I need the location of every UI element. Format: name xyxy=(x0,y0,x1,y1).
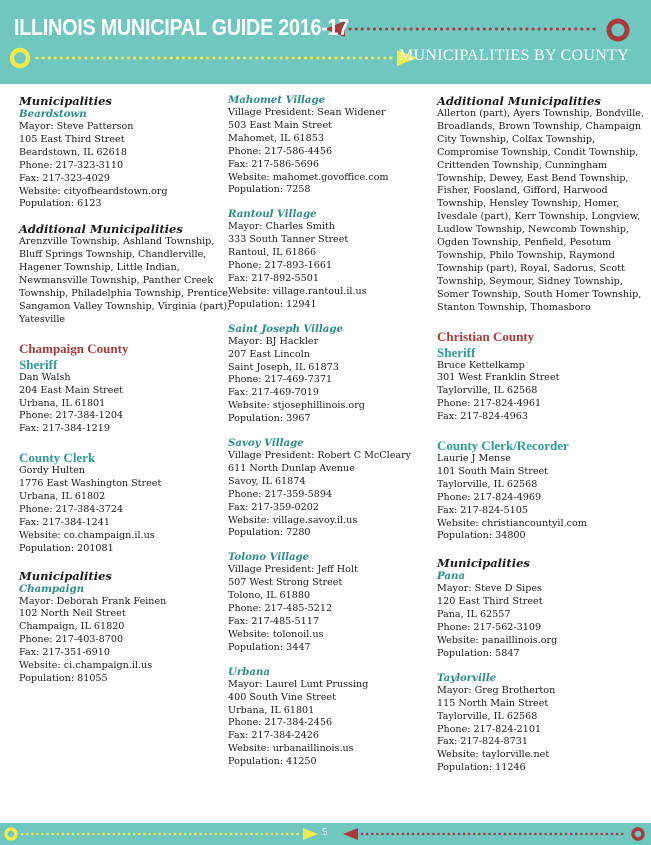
entry-line: Township (part), Royal, Sadorus, Scott xyxy=(437,262,625,274)
place-name: Saint Joseph Village xyxy=(228,322,343,335)
entry-line: Fax: 217-384-1219 xyxy=(19,423,110,435)
entry-line: Crittenden Township, Cunningham xyxy=(437,159,608,171)
entry-line: Urbana, IL 61801 xyxy=(19,397,106,409)
yellow-ring-icon xyxy=(6,829,16,839)
place-name: Beardstown xyxy=(19,108,87,120)
office-heading: Sheriff xyxy=(437,344,476,360)
entry-line: Mayor: Steve Patterson xyxy=(19,121,134,132)
entry-line: Rantoul, IL 61866 xyxy=(228,247,317,259)
entry-line: Mayor: Charles Smith xyxy=(228,221,335,233)
entry-line: Bluff Springs Township, Chandlerville, xyxy=(19,249,207,261)
sheriff-entry xyxy=(19,341,219,437)
pana-entry xyxy=(437,556,642,660)
place-name: Champaign xyxy=(19,582,85,595)
entry-line: Mayor: Laurel Lunt Prussing xyxy=(228,678,369,690)
entry-line: 120 East Third Street xyxy=(437,596,543,608)
place-name: Urbana xyxy=(228,665,270,678)
entry-line: Bruce Kettelkamp xyxy=(437,359,525,371)
rantoul-entry xyxy=(228,208,428,311)
entry-line: Mayor: BJ Hackler xyxy=(228,335,319,347)
entry-line: Hagener Township, Little Indian, xyxy=(19,262,180,274)
entry-line: 207 East Lincoln xyxy=(228,348,310,360)
entry-line: Phone: 217-469-7371 xyxy=(228,374,333,386)
additional-municipalities xyxy=(437,94,645,315)
entry-line: 101 South Main Street xyxy=(437,465,549,477)
entry-line: Somer Township, South Homer Township, xyxy=(437,288,642,300)
entry-line: Champaign, IL 61820 xyxy=(19,621,125,633)
entry-line: Website: ci.champaign.il.us xyxy=(19,660,153,672)
entry-line: 503 East Main Street xyxy=(228,119,332,131)
entry-line: Website: village.rantoul.il.us xyxy=(228,285,367,297)
entry-line: Allerton (part), Ayers Township, Bondville, xyxy=(437,108,645,119)
entry-line: Phone: 217-586-4456 xyxy=(228,145,333,157)
county-heading: Champaign County xyxy=(19,340,129,356)
entry-line: Mayor: Deborah Frank Feinen xyxy=(19,595,167,607)
taylorville-entry xyxy=(437,672,642,775)
column-left xyxy=(19,94,231,697)
red-ring-icon xyxy=(633,829,643,839)
saint-joseph-entry xyxy=(228,323,428,426)
entry-line: Taylorville, IL 62568 xyxy=(437,710,538,722)
place-name: Pana xyxy=(437,570,465,583)
entry-line: Population: 7280 xyxy=(228,527,311,539)
entry-line: Phone: 217-824-4969 xyxy=(437,491,542,503)
entry-line: Township, Seymour, Sidney Township, xyxy=(437,275,623,287)
champaign-entry xyxy=(19,569,219,686)
entry-line: Population: 3967 xyxy=(228,413,311,425)
entry-line: Website: village.savoy.il.us xyxy=(228,514,358,526)
tolono-entry xyxy=(228,551,428,654)
column-middle xyxy=(228,94,428,780)
entry-line: Website: stjosephillinois.org xyxy=(228,400,365,412)
entry-line: Fax: 217-384-1241 xyxy=(19,516,110,528)
place-name: Taylorville xyxy=(437,671,497,684)
page-header xyxy=(0,0,651,84)
entry-line: Township, Philadelphia Township, Prentice, xyxy=(19,287,231,299)
mahomet-entry xyxy=(228,94,428,197)
entry-line: Fax: 217-323-4029 xyxy=(19,172,110,184)
entry-line: 301 West Franklin Street xyxy=(437,372,560,384)
office-heading: County Clerk xyxy=(19,450,96,466)
entry-line: Laurie J Mense xyxy=(437,453,511,465)
entry-line: Village President: Robert C McCleary xyxy=(228,450,412,462)
entry-line: Website: cityofbeardstown.org xyxy=(19,185,168,197)
entry-line: Gordy Hulten xyxy=(19,465,85,477)
entry-line: Mayor: Greg Brotherton xyxy=(437,684,556,696)
entry-line: Population: 6123 xyxy=(19,198,102,210)
entry-line: Fax: 217-351-6910 xyxy=(19,647,110,659)
entry-line: 102 North Neil Street xyxy=(19,608,126,620)
entry-line: Mahomet, IL 61853 xyxy=(228,132,324,144)
entry-line: Saint Joseph, IL 61873 xyxy=(228,361,339,373)
entry-line: Sangamon Valley Township, Virginia (part), xyxy=(19,300,231,312)
place-name: Tolono Village xyxy=(228,551,310,564)
entry-line: Phone: 217-384-3724 xyxy=(19,503,124,515)
county-heading: Christian County xyxy=(437,328,535,344)
entry-line: Mayor: Steve D Sipes xyxy=(437,583,542,595)
header-decoration xyxy=(0,0,651,84)
entry-line: 400 South Vine Street xyxy=(228,691,336,703)
place-name: Savoy Village xyxy=(228,437,304,450)
entry-line: Taylorville, IL 62568 xyxy=(437,478,538,490)
additional-municipalities-heading: Additional Municipalities xyxy=(437,94,601,108)
entry-line: Website: co.champaign.il.us xyxy=(19,529,155,541)
entry-line: Tolono, IL 61880 xyxy=(228,590,311,602)
entry-line: Ivesdale (part), Kerr Township, Longview, xyxy=(437,211,641,223)
entry-line: Website: christiancountyil.com xyxy=(437,517,587,529)
municipalities-heading: Municipalities xyxy=(19,568,112,583)
entry-line: Phone: 217-359-5894 xyxy=(228,488,333,500)
yellow-ring-icon xyxy=(12,50,28,66)
entry-line: Newmansville Township, Panther Creek xyxy=(19,275,214,287)
red-ring-icon xyxy=(609,21,627,39)
entry-line: Urbana, IL 61801 xyxy=(228,704,315,716)
office-heading: Sheriff xyxy=(19,356,58,372)
entry-line: Village President: Jeff Holt xyxy=(228,564,358,576)
section-subtitle: MUNICIPALITIES BY COUNTY xyxy=(398,47,629,64)
entry-line: Website: panaillinois.org xyxy=(437,635,558,646)
entry-line: Fax: 217-485-5117 xyxy=(228,616,319,627)
entry-line: Fax: 217-824-4963 xyxy=(437,411,528,423)
place-name: Mahomet Village xyxy=(228,94,326,106)
entry-line: Fax: 217-824-5105 xyxy=(437,504,528,516)
entry-line: 1776 East Washington Street xyxy=(19,478,162,490)
page-title: ILLINOIS MUNICIPAL GUIDE 2016-17 xyxy=(14,14,350,40)
page-number: 5 xyxy=(322,826,328,838)
entry-line: Phone: 217-562-3109 xyxy=(437,622,542,634)
place-name: Rantoul Village xyxy=(228,208,317,221)
entry-line: Phone: 217-824-4961 xyxy=(437,398,542,410)
column-right xyxy=(437,94,645,786)
beardstown-entry xyxy=(19,94,219,211)
additional-municipalities xyxy=(19,222,231,326)
county-clerk-entry xyxy=(19,450,219,555)
entry-line: Phone: 217-384-2456 xyxy=(228,717,333,729)
entry-line: Stanton Township, Thomasboro xyxy=(437,301,591,313)
entry-line: Pana, IL 62557 xyxy=(437,609,511,621)
entry-line: Savoy, IL 61874 xyxy=(228,475,306,487)
additional-municipalities-heading: Additional Municipalities xyxy=(19,222,183,237)
entry-line: Arenzville Township, Ashland Township, xyxy=(19,236,215,248)
entry-line: Fisher, Foosland, Gifford, Harwood xyxy=(437,185,608,197)
page-footer xyxy=(0,823,651,845)
entry-line: City Township, Colfax Township, xyxy=(437,133,596,145)
municipalities-heading: Municipalities xyxy=(437,556,530,571)
entry-line: Dan Walsh xyxy=(19,371,71,383)
municipalities-heading: Municipalities xyxy=(19,94,112,108)
entry-line: Population: 5847 xyxy=(437,647,520,659)
entry-line: Population: 12941 xyxy=(228,298,317,310)
entry-line: Fax: 217-892-5501 xyxy=(228,272,319,284)
entry-line: Township, Hensley Township, Homer, xyxy=(437,198,620,210)
entry-line: Fax: 217-359-0202 xyxy=(228,501,319,513)
entry-line: 105 East Third Street xyxy=(19,133,125,145)
entry-line: Population: 34800 xyxy=(437,530,526,542)
entry-line: Fax: 217-824-8731 xyxy=(437,736,528,748)
entry-line: Ludlow Township, Newcomb Township, xyxy=(437,224,629,236)
entry-line: Taylorville, IL 62568 xyxy=(437,385,538,397)
entry-line: Fax: 217-469-7019 xyxy=(228,387,319,399)
entry-line: Ogden Township, Penfield, Pesotum xyxy=(437,237,612,249)
entry-line: Website: taylorville.net xyxy=(437,749,550,761)
entry-line: Phone: 217-323-3110 xyxy=(19,159,124,171)
entry-line: Population: 7258 xyxy=(228,184,311,196)
urbana-entry xyxy=(228,666,428,769)
entry-line: Urbana, IL 61802 xyxy=(19,491,106,503)
entry-line: Broadlands, Brown Township, Champaign xyxy=(437,120,642,132)
entry-line: Phone: 217-824-2101 xyxy=(437,723,542,735)
entry-line: Fax: 217-586-5696 xyxy=(228,158,319,170)
savoy-entry xyxy=(228,437,428,540)
county-clerk-entry xyxy=(437,438,642,543)
entry-line: Website: urbanaillinois.us xyxy=(228,743,354,755)
entry-line: Population: 81055 xyxy=(19,673,108,684)
entry-line: Phone: 217-384-1204 xyxy=(19,410,124,422)
entry-line: Population: 11246 xyxy=(437,762,526,774)
entry-line: Yatesville xyxy=(19,313,66,325)
entry-line: Phone: 217-485-5212 xyxy=(228,603,333,615)
entry-line: Beardstown, IL 62618 xyxy=(19,146,127,158)
entry-line: Village President: Sean Widener xyxy=(228,107,386,118)
red-arrow-icon xyxy=(343,828,358,840)
entry-line: Township, Dewey, East Bend Township, xyxy=(437,172,629,184)
entry-line: 333 South Tanner Street xyxy=(228,234,349,246)
entry-line: 204 East Main Street xyxy=(19,384,123,396)
entry-line: 611 North Dunlap Avenue xyxy=(228,462,355,474)
yellow-arrow-icon xyxy=(303,828,318,840)
entry-line: Phone: 217-403-8700 xyxy=(19,634,124,646)
entry-line: 507 West Strong Street xyxy=(228,577,343,589)
entry-line: Website: mahomet.govoffice.com xyxy=(228,171,389,183)
entry-line: Website: tolonoil.us xyxy=(228,628,324,640)
entry-line: Township, Philo Township, Raymond xyxy=(437,249,615,261)
entry-line: Population: 3447 xyxy=(228,641,311,653)
office-heading: County Clerk/Recorder xyxy=(437,438,569,454)
entry-line: Population: 201081 xyxy=(19,542,114,554)
entry-line: Population: 41250 xyxy=(228,756,317,768)
sheriff-entry xyxy=(437,329,642,425)
entry-line: Fax: 217-384-2426 xyxy=(228,730,319,742)
entry-line: Compromise Township, Condit Township, xyxy=(437,146,639,158)
entry-line: Phone: 217-893-1661 xyxy=(228,260,333,272)
entry-line: 115 North Main Street xyxy=(437,697,549,709)
